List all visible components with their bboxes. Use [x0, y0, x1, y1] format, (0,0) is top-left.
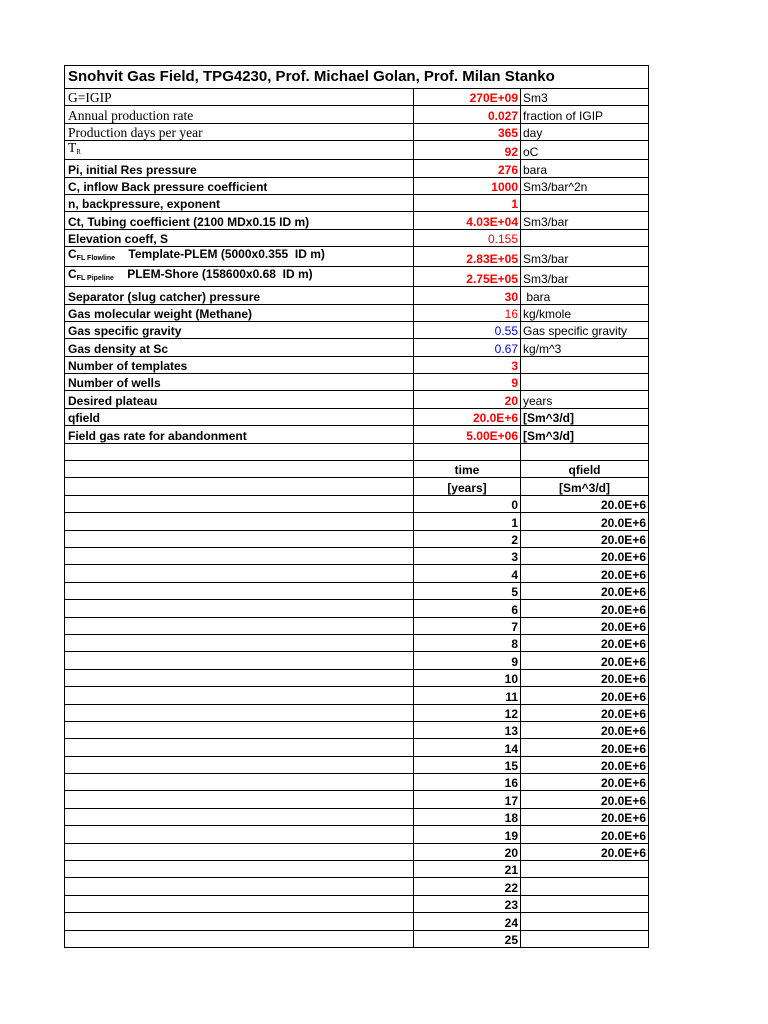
- param-unit[interactable]: bara: [521, 287, 649, 304]
- time-value[interactable]: 3: [414, 547, 521, 564]
- time-value[interactable]: 10: [414, 669, 521, 686]
- table-row: [65, 739, 649, 756]
- param-label-subscript: R: [76, 148, 81, 157]
- param-value[interactable]: 270E+09: [414, 89, 521, 106]
- param-label-text: C: [68, 247, 77, 262]
- param-value[interactable]: 2.83E+05: [414, 247, 521, 267]
- table-row: [65, 652, 649, 669]
- param-row: [65, 304, 649, 321]
- empty-cell[interactable]: [65, 652, 414, 669]
- qfield-value[interactable]: [521, 878, 649, 895]
- empty-cell[interactable]: [65, 443, 414, 460]
- empty-cell[interactable]: [414, 443, 521, 460]
- param-label[interactable]: [65, 374, 414, 391]
- table-row: [65, 930, 649, 947]
- param-label-subscript: FL Pipeline: [76, 275, 114, 283]
- empty-cell[interactable]: [65, 721, 414, 738]
- param-label[interactable]: [65, 212, 414, 229]
- time-value[interactable]: 14: [414, 739, 521, 756]
- time-value[interactable]: 11: [414, 687, 521, 704]
- param-row: [65, 339, 649, 356]
- param-value[interactable]: 20.0E+6: [414, 408, 521, 425]
- param-label[interactable]: [65, 160, 414, 177]
- param-label-text: Elevation coeff, S: [68, 232, 169, 247]
- time-value[interactable]: 13: [414, 721, 521, 738]
- param-row: [65, 229, 649, 246]
- param-label-text: Separator (slug catcher) pressure: [68, 289, 261, 304]
- param-label-text: Desired plateau: [68, 393, 158, 408]
- param-unit[interactable]: Sm3/bar^2n: [521, 177, 649, 194]
- time-value[interactable]: 2: [414, 530, 521, 547]
- param-label-text: Pi, initial Res pressure: [68, 162, 197, 177]
- empty-cell[interactable]: [65, 634, 414, 651]
- param-label-text: Number of templates: [68, 359, 188, 374]
- param-label-rest: PLEM-Shore (158600x0.68 ID m): [113, 267, 313, 282]
- qfield-value[interactable]: [521, 930, 649, 947]
- table-row: [65, 617, 649, 634]
- empty-cell[interactable]: [65, 878, 414, 895]
- empty-cell[interactable]: [521, 443, 649, 460]
- param-label[interactable]: [65, 106, 414, 123]
- time-value[interactable]: 19: [414, 826, 521, 843]
- param-label[interactable]: [65, 408, 414, 425]
- qfield-value[interactable]: 20.0E+6: [521, 513, 649, 530]
- table-row: [65, 600, 649, 617]
- table-row: [65, 565, 649, 582]
- qfield-value[interactable]: 20.0E+6: [521, 669, 649, 686]
- param-value[interactable]: 30: [414, 287, 521, 304]
- param-row: [65, 356, 649, 373]
- table-row: [65, 895, 649, 912]
- qfield-value[interactable]: 20.0E+6: [521, 547, 649, 564]
- qfield-header[interactable]: qfield: [521, 461, 649, 478]
- param-label[interactable]: [65, 356, 414, 373]
- param-row: [65, 89, 649, 106]
- table-row: [65, 878, 649, 895]
- empty-cell[interactable]: [65, 704, 414, 721]
- param-label[interactable]: [65, 287, 414, 304]
- param-label[interactable]: [65, 229, 414, 246]
- param-label-text: C: [68, 267, 77, 282]
- param-row: [65, 321, 649, 338]
- param-label-text: Field gas rate for abandonment: [68, 428, 247, 443]
- empty-cell[interactable]: [65, 478, 414, 495]
- table-header-row: [65, 461, 649, 478]
- param-value[interactable]: 2.75E+05: [414, 267, 521, 287]
- param-unit[interactable]: Sm3/bar: [521, 212, 649, 229]
- qfield-value[interactable]: [521, 895, 649, 912]
- table-row: [65, 791, 649, 808]
- qfield-value[interactable]: 20.0E+6: [521, 756, 649, 773]
- param-unit[interactable]: [521, 374, 649, 391]
- qfield-value[interactable]: 20.0E+6: [521, 721, 649, 738]
- table-row: [65, 687, 649, 704]
- param-label-text: Production days per year: [68, 125, 203, 141]
- empty-cell[interactable]: [65, 843, 414, 860]
- param-label-subscript: FL Flowline: [76, 255, 116, 263]
- param-value[interactable]: 0.027: [414, 106, 521, 123]
- param-unit[interactable]: [521, 229, 649, 246]
- param-value[interactable]: 0.155: [414, 229, 521, 246]
- table-row: [65, 721, 649, 738]
- table-row: [65, 774, 649, 791]
- qfield-value[interactable]: 20.0E+6: [521, 600, 649, 617]
- qfield-value[interactable]: [521, 913, 649, 930]
- param-unit[interactable]: oC: [521, 141, 649, 160]
- time-value[interactable]: 22: [414, 878, 521, 895]
- table-row: [65, 547, 649, 564]
- param-row: [65, 426, 649, 443]
- param-value[interactable]: 0.67: [414, 339, 521, 356]
- time-value[interactable]: 12: [414, 704, 521, 721]
- empty-cell[interactable]: [65, 582, 414, 599]
- qfield-value[interactable]: 20.0E+6: [521, 808, 649, 825]
- qfield-value[interactable]: 20.0E+6: [521, 634, 649, 651]
- qfield-value[interactable]: 20.0E+6: [521, 530, 649, 547]
- table-row: [65, 530, 649, 547]
- qfield-value[interactable]: 20.0E+6: [521, 652, 649, 669]
- time-header[interactable]: time: [414, 461, 521, 478]
- param-label-text: C, inflow Back pressure coefficient: [68, 179, 268, 194]
- empty-cell[interactable]: [65, 756, 414, 773]
- qfield-value[interactable]: 20.0E+6: [521, 495, 649, 512]
- time-value[interactable]: 16: [414, 774, 521, 791]
- table-units-row: [65, 478, 649, 495]
- empty-cell[interactable]: [65, 495, 414, 512]
- param-label-text: Gas density at Sc: [68, 341, 169, 356]
- param-value[interactable]: 9: [414, 374, 521, 391]
- param-value[interactable]: 4.03E+04: [414, 212, 521, 229]
- param-label[interactable]: [65, 194, 414, 211]
- empty-cell[interactable]: [65, 513, 414, 530]
- time-value[interactable]: 17: [414, 791, 521, 808]
- time-value[interactable]: 6: [414, 600, 521, 617]
- empty-cell[interactable]: [65, 826, 414, 843]
- empty-cell[interactable]: [65, 461, 414, 478]
- param-unit[interactable]: kg/kmole: [521, 304, 649, 321]
- param-row: [65, 212, 649, 229]
- param-row: [65, 106, 649, 123]
- param-unit[interactable]: bara: [521, 160, 649, 177]
- table-row: [65, 756, 649, 773]
- param-row: [65, 267, 649, 287]
- time-value[interactable]: 21: [414, 861, 521, 878]
- param-value[interactable]: 365: [414, 123, 521, 140]
- param-value[interactable]: 1000: [414, 177, 521, 194]
- param-label[interactable]: [65, 247, 414, 267]
- param-unit[interactable]: years: [521, 391, 649, 408]
- param-unit[interactable]: Gas specific gravity: [521, 321, 649, 338]
- qfield-value[interactable]: 20.0E+6: [521, 617, 649, 634]
- param-label[interactable]: [65, 177, 414, 194]
- param-unit[interactable]: day: [521, 123, 649, 140]
- empty-cell[interactable]: [65, 913, 414, 930]
- param-value[interactable]: 1: [414, 194, 521, 211]
- param-value[interactable]: 92: [414, 141, 521, 160]
- time-value[interactable]: 4: [414, 565, 521, 582]
- param-label-text: Annual production rate: [68, 107, 194, 123]
- table-row: [65, 513, 649, 530]
- empty-cell[interactable]: [65, 565, 414, 582]
- table-row: [65, 913, 649, 930]
- param-label[interactable]: [65, 141, 414, 160]
- param-value[interactable]: 3: [414, 356, 521, 373]
- blank-row: [65, 443, 649, 460]
- time-value[interactable]: 9: [414, 652, 521, 669]
- empty-cell[interactable]: [65, 895, 414, 912]
- qfield-value[interactable]: 20.0E+6: [521, 704, 649, 721]
- time-value[interactable]: 7: [414, 617, 521, 634]
- param-unit[interactable]: Sm3/bar: [521, 247, 649, 267]
- qfield-unit[interactable]: [Sm^3/d]: [521, 478, 649, 495]
- qfield-value[interactable]: 20.0E+6: [521, 687, 649, 704]
- empty-cell[interactable]: [65, 669, 414, 686]
- table-row: [65, 843, 649, 860]
- param-label[interactable]: [65, 339, 414, 356]
- param-label[interactable]: [65, 391, 414, 408]
- param-label-text: Gas specific gravity: [68, 324, 182, 339]
- time-value[interactable]: 18: [414, 808, 521, 825]
- empty-cell[interactable]: [65, 930, 414, 947]
- param-label-text: Ct, Tubing coefficient (2100 MDx0.15 ID m): [68, 214, 310, 229]
- empty-cell[interactable]: [65, 861, 414, 878]
- empty-cell[interactable]: [65, 774, 414, 791]
- qfield-value[interactable]: [521, 861, 649, 878]
- title-row: [65, 66, 649, 89]
- time-value[interactable]: 20: [414, 843, 521, 860]
- sheet-title[interactable]: Snohvit Gas Field, TPG4230, Prof. Michael Golan, Prof. Milan Stanko: [65, 66, 649, 89]
- param-row: [65, 408, 649, 425]
- time-value[interactable]: 8: [414, 634, 521, 651]
- param-label[interactable]: [65, 123, 414, 140]
- empty-cell[interactable]: [65, 617, 414, 634]
- param-value[interactable]: 276: [414, 160, 521, 177]
- qfield-value[interactable]: 20.0E+6: [521, 582, 649, 599]
- param-row: [65, 123, 649, 140]
- table-row: [65, 582, 649, 599]
- spreadsheet: [64, 65, 649, 948]
- empty-cell[interactable]: [65, 808, 414, 825]
- qfield-value[interactable]: 20.0E+6: [521, 791, 649, 808]
- time-value[interactable]: 15: [414, 756, 521, 773]
- table-row: [65, 808, 649, 825]
- time-value[interactable]: 24: [414, 913, 521, 930]
- param-row: [65, 374, 649, 391]
- param-row: [65, 160, 649, 177]
- table-row: [65, 634, 649, 651]
- table-row: [65, 861, 649, 878]
- time-unit[interactable]: [years]: [414, 478, 521, 495]
- param-value[interactable]: 16: [414, 304, 521, 321]
- qfield-value[interactable]: 20.0E+6: [521, 739, 649, 756]
- empty-cell[interactable]: [65, 791, 414, 808]
- param-value[interactable]: 0.55: [414, 321, 521, 338]
- time-value[interactable]: 5: [414, 582, 521, 599]
- param-row: [65, 391, 649, 408]
- qfield-value[interactable]: 20.0E+6: [521, 843, 649, 860]
- param-label[interactable]: [65, 89, 414, 106]
- param-unit[interactable]: Sm3: [521, 89, 649, 106]
- param-label-text: qfield: [68, 411, 100, 426]
- param-unit[interactable]: fraction of IGIP: [521, 106, 649, 123]
- time-value[interactable]: 23: [414, 895, 521, 912]
- param-label-text: n, backpressure, exponent: [68, 197, 221, 212]
- time-value[interactable]: 1: [414, 513, 521, 530]
- param-label-text: T: [68, 140, 77, 156]
- param-unit[interactable]: [Sm^3/d]: [521, 408, 649, 425]
- param-value[interactable]: 5.00E+06: [414, 426, 521, 443]
- param-label[interactable]: [65, 304, 414, 321]
- param-row: [65, 177, 649, 194]
- param-label[interactable]: [65, 321, 414, 338]
- param-row: [65, 194, 649, 211]
- param-label-text: Number of wells: [68, 376, 161, 391]
- param-label-rest: Template-PLEM (5000x0.355 ID m): [115, 247, 325, 262]
- empty-cell[interactable]: [65, 547, 414, 564]
- param-unit[interactable]: [521, 356, 649, 373]
- param-unit[interactable]: kg/m^3: [521, 339, 649, 356]
- param-label[interactable]: [65, 267, 414, 287]
- empty-cell[interactable]: [65, 739, 414, 756]
- param-unit[interactable]: [521, 194, 649, 211]
- table-row: [65, 669, 649, 686]
- table-row: [65, 495, 649, 512]
- time-value[interactable]: 0: [414, 495, 521, 512]
- param-row: [65, 287, 649, 304]
- qfield-value[interactable]: 20.0E+6: [521, 826, 649, 843]
- param-unit[interactable]: Sm3/bar: [521, 267, 649, 287]
- param-unit[interactable]: [Sm^3/d]: [521, 426, 649, 443]
- param-value[interactable]: 20: [414, 391, 521, 408]
- param-label-text: G=IGIP: [68, 90, 112, 106]
- table-row: [65, 826, 649, 843]
- param-row: [65, 141, 649, 160]
- param-label-text: Gas molecular weight (Methane): [68, 306, 253, 321]
- time-value[interactable]: 25: [414, 930, 521, 947]
- table-row: [65, 704, 649, 721]
- empty-cell[interactable]: [65, 530, 414, 547]
- qfield-value[interactable]: 20.0E+6: [521, 774, 649, 791]
- qfield-value[interactable]: 20.0E+6: [521, 565, 649, 582]
- param-label[interactable]: [65, 426, 414, 443]
- param-row: [65, 247, 649, 267]
- empty-cell[interactable]: [65, 600, 414, 617]
- empty-cell[interactable]: [65, 687, 414, 704]
